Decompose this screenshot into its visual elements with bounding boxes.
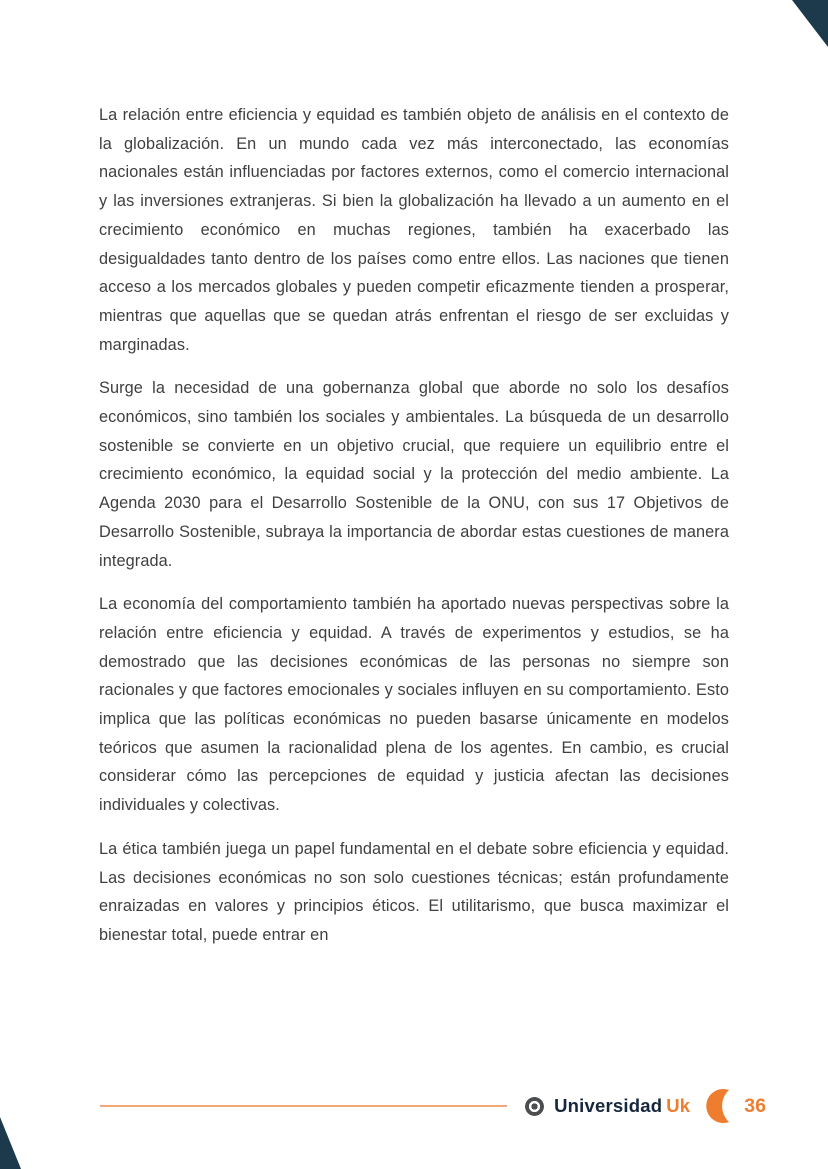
target-dot-icon (525, 1097, 544, 1116)
corner-decoration-bottom-left (0, 1117, 21, 1169)
page-footer (100, 1085, 766, 1127)
brand-name: Universidad (554, 1095, 663, 1116)
corner-decoration-top-right (792, 0, 828, 47)
brand-suffix: Uk (666, 1095, 691, 1116)
page-number: 36 (744, 1094, 766, 1117)
page-body-text (99, 101, 729, 950)
paragraph-gobernanza: Surge la necesidad de una gobernanza global que aborde no solo los desafíos económicos, sino también los sociales y ambientales. La búsqueda de un desarrollo sostenible se convierte en un objetivo crucial, que requiere un equilibrio entre el crecimiento económico, la equidad social y la protección del medio ambiente. La Agenda 2030 para el Desarrollo Sostenible de la ONU, con sus 17 Objetivos de Desarrollo Sostenible, subraya la importancia de abordar estas cuestiones de manera integrada. (99, 379, 729, 570)
brand-logo-text (554, 1095, 690, 1117)
crescent-icon (706, 1087, 732, 1125)
footer-rule (100, 1105, 507, 1107)
paragraph-etica: La ética también juega un papel fundamental en el debate sobre eficiencia y equidad. Las decisiones económicas no son solo cuestiones técnicas; están profundamente enraizadas en valores y principios éticos. El utilitarismo, que busca maximizar el bienestar total, puede entrar en (99, 839, 729, 944)
paragraph-economia-comportamiento: La economía del comportamiento también ha aportado nuevas perspectivas sobre la relación entre eficiencia y equidad. A través de experimentos y estudios, se ha demostrado que las decisiones económicas de las personas no siempre son racionales y que factores emocionales y sociales influyen en su comportamiento. Esto implica que las políticas económicas no pueden basarse únicamente en modelos teóricos que asumen la racionalidad plena de los agentes. En cambio, es crucial considerar cómo las percepciones de equidad y justicia afectan las decisiones individuales y colectivas. (99, 595, 729, 815)
paragraph-globalizacion: La relación entre eficiencia y equidad es también objeto de análisis en el contexto de la globalización. En un mundo cada vez más interconectado, las economías nacionales están influenciadas por factores externos, como el comercio internacional y las inversiones extranjeras. Si bien la globalización ha llevado a un aumento en el crecimiento económico en muchas regiones, también ha exacerbado las desigualdades tanto dentro de los países como entre ellos. Las naciones que tienen acceso a los mercados globales y pueden competir eficazmente tienden a prosperar, mientras que aquellas que se quedan atrás enfrentan el riesgo de ser excluidas y marginadas. (99, 106, 729, 354)
